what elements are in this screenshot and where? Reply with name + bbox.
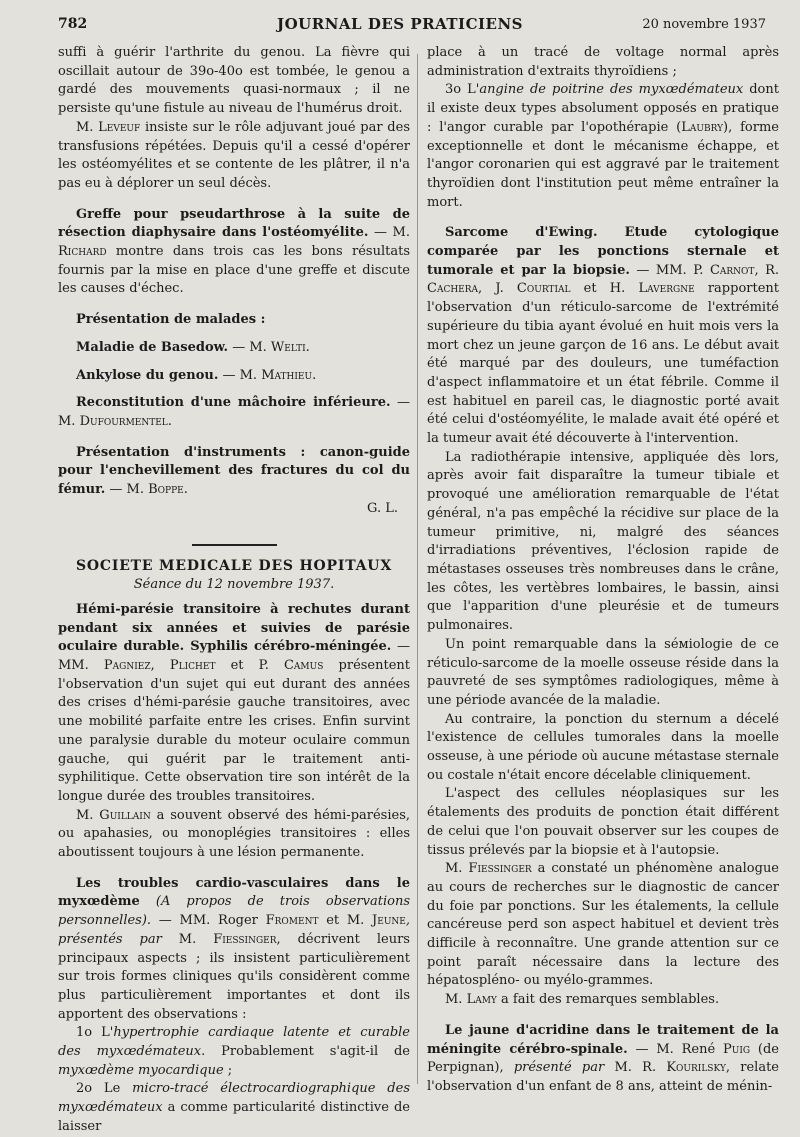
author-plichet: Plichet — [169, 657, 216, 673]
entry-jaune-text: (de Perpignan), — [427, 1041, 779, 1076]
item-1-term2: myxœdème myocardique — [58, 1062, 224, 1078]
author-mathieu: Mathieu. — [261, 367, 317, 383]
page-header — [0, 14, 800, 38]
dash: — MM. Roger — [151, 913, 266, 929]
author-jeune: Jeune — [372, 913, 406, 929]
separator: M. — [445, 992, 467, 1008]
paragraph-fiessinger — [427, 860, 779, 991]
entry-ewing-title: Sarcome d'Ewing. Etude cytologique comparée par les ponctions sternale et tumorale et par la biopsie. — [427, 225, 779, 278]
entry-greffe-title: Greffe pour pseudarthrose à la suite de résection diaphysaire dans l'ostéomyélite. — [58, 206, 410, 241]
paragraph-guillain-text: a souvent observé des hémi-parésies, ou apahasies, ou monoplégies transitoires : elles aboutissent toujours à une lésion permanente. — [58, 807, 410, 861]
item-2-continued: place à un tracé de voltage normal après administration d'extraits thyroïdiens ; — [427, 45, 779, 79]
entry-troubles-text: , décrivent leurs principaux aspects ; ils insistent particulièrement sur trois formes cliniques qu'ils considèrent comme plus particulièrement importantes et dont ils apportent des observations : — [58, 931, 410, 1022]
entry-ankylose-title: Ankylose du genou. — [76, 367, 219, 383]
item-3-term: angine de poitrine des myxœdémateux — [479, 82, 744, 98]
dash: — M. — [105, 482, 149, 498]
separator: , — [150, 657, 170, 673]
dash: — M. — [58, 395, 410, 429]
entry-hemi-text: présentent l'observation d'un sujet qui eut durant des années des crises d'hémi-parésie gauche transitoires, avec une mobilité parfaite entre les crises. Enfin survint une paralysie durable du moteur oculaire commun gauche, qui guérit par le traitement anti-syphilitique. Cette observation tire son intérêt de la longue durée des troubles transitoires. — [58, 657, 411, 804]
dash: — MM. P. — [629, 262, 710, 278]
presente-par: présenté par — [513, 1060, 605, 1076]
presentes-par: , présentés par — [58, 913, 410, 947]
entry-troubles-subtitle: (A propos de trois observations personnelles). — [58, 894, 410, 929]
author-puig: Puig — [722, 1041, 751, 1057]
item-2 — [58, 1080, 410, 1136]
journal-title: JOURNAL DES PRATICIENS — [277, 15, 523, 33]
author-boppe: Boppe. — [148, 482, 188, 498]
separator: M. — [445, 861, 469, 877]
page-number: 782 — [58, 16, 88, 32]
entry-sarcome-ewing — [427, 224, 779, 448]
paragraph-guillain — [58, 807, 410, 863]
author-pagniez: Pagniez — [103, 657, 151, 673]
author-courtial: Courtial — [516, 281, 571, 297]
entry-instruments — [58, 444, 410, 500]
item-3-text: dont il existe deux types absolument opposés en pratique : l'angor curable par l'opothérapie ( — [427, 82, 779, 135]
entry-hemi-title: Hémi-parésie transitoire à rechutes durant pendant six années et suivies de parésie oculaire durable. Syphilis cérébro-méningée. — [58, 601, 410, 655]
paragraph-aspect-cellules: L'aspect des cellules néoplasiques sur les étalements des produits de ponction était différent de celui que l'on pouvait observer sur les coupes de tissus prélevés par la biopsie et à l'autopsie. — [427, 786, 779, 858]
item-number: 3o L' — [445, 82, 480, 98]
entry-reconstitution-title: Reconstitution d'une mâchoire inférieure. — [76, 395, 391, 411]
author-welti: Welti. — [270, 339, 310, 355]
paragraph-lamy — [427, 991, 779, 1010]
author-fiessinger: Fiessinger — [213, 931, 277, 947]
separator: M. — [161, 931, 214, 947]
author-leveuf: M. Leveuf — [76, 119, 141, 135]
author-fiessinger: Fiessinger — [468, 861, 532, 877]
item-3-text2: ), forme exceptionnelle et dont le mécanisme échappe, et l'angor coronarien qui est aggravé par le traitement thyroïdien dont l'institution peut même entraîner la mort. — [427, 119, 779, 210]
entry-troubles-title: Les troubles cardio-vasculaires dans le myxœdème — [58, 875, 410, 910]
dash: — M. — [368, 225, 410, 241]
author-kourilsky: Kourilsky — [666, 1060, 726, 1076]
entry-greffe — [58, 206, 410, 300]
entry-jaune-end: , relate l'observation d'un enfant de 8 ans, atteint de ménin- — [427, 1060, 779, 1094]
right-column — [427, 44, 779, 1097]
item-1-term: hypertrophie cardiaque latente et curable des myxœdémateux — [58, 1025, 410, 1060]
separator: et P. — [215, 657, 284, 673]
author-guillain: M. Guillain — [76, 807, 151, 823]
item-2-term: micro-tracé électrocardiographique des myxœdémateux — [58, 1081, 410, 1116]
author-camus: Camus — [283, 657, 324, 673]
session-date: Séance du 12 novembre 1937. — [133, 577, 335, 593]
separator: M. R. — [604, 1060, 667, 1076]
section-rule — [192, 544, 277, 546]
paragraph-point-remarquable: Un point remarquable dans la séміologie de ce réticulo-sarcome de la moelle osseuse réside dans la pauvreté de ses symptômes radiologiques, même à une période avancée de la maladie. — [427, 636, 779, 708]
separator: et M. — [318, 913, 373, 929]
entry-reconstitution — [58, 394, 410, 431]
signature: G. L. — [367, 500, 398, 516]
issue-date: 20 novembre 1937 — [642, 17, 766, 32]
society-title: SOCIETE MEDICALE DES HOPITAUX — [76, 558, 392, 575]
entry-hemi-paresie — [58, 601, 410, 807]
entry-troubles-cardio — [58, 875, 410, 1025]
author-laubry: Laubry — [681, 119, 724, 135]
entry-basedow — [58, 339, 410, 358]
item-number: 2o Le — [76, 1081, 133, 1097]
entry-jaune-title: Le jaune d'acridine dans le traitement de la méningite cérébro-spinale. — [427, 1022, 779, 1057]
entry-jaune-acridine — [427, 1022, 779, 1097]
separator: et H. — [570, 281, 639, 297]
left-column — [58, 44, 410, 1137]
paragraph-leveuf — [58, 119, 410, 194]
paragraph-lamy-text: a fait des remarques semblables. — [496, 992, 720, 1008]
dash: — M. — [218, 367, 262, 383]
entry-greffe-text: montre dans trois cas les bons résultats fournis par la mise en place d'une greffe et discute les causes d'échec. — [58, 244, 410, 297]
separator: , R. — [754, 262, 780, 278]
entry-ankylose — [58, 367, 410, 386]
dash: — M. René — [627, 1041, 723, 1057]
heading-presentation-malades: Présentation de malades : — [76, 312, 266, 328]
paragraph-au-contraire: Au contraire, la ponction du sternum a décelé l'existence de cellules tumorales dans la moelle osseuse, à une période où aucune métastase sternale ou costale n'était encore décelable cliniquement. — [427, 711, 779, 783]
item-number: 1o L' — [76, 1025, 114, 1041]
separator: , J. — [478, 281, 517, 297]
author-richard: Richard — [58, 244, 107, 260]
entry-instruments-title: Présentation d'instruments : canon-guide pour l'enchevillement des fractures du col du fémur. — [58, 444, 410, 498]
dash: — M. — [228, 339, 271, 355]
paragraph-fiessinger-text: a constaté un phénomène analogue au cours de recherches sur le diagnostic de cancer du foie par ponctions. Sur les étalements, la cellule cancéreuse perd son aspect habituel et devient très difficile à reconnaître. Une grande attention sur ce point paraît nécessaire dans la lecture des hépatospléno- ou myélo-grammes. — [427, 861, 780, 989]
entry-basedow-title: Maladie de Basedow. — [76, 339, 229, 355]
author-cachera: Cachera — [427, 281, 479, 297]
column-divider — [417, 54, 418, 1084]
dash: — MM. — [58, 639, 410, 673]
author-froment: Froment — [265, 913, 319, 929]
item-1 — [58, 1024, 410, 1080]
item-1-end: ; — [223, 1062, 233, 1078]
item-3 — [427, 81, 779, 212]
author-lavergne: Lavergne — [638, 281, 695, 297]
author-carnot: Carnot — [709, 262, 755, 278]
paragraph-radiotherapie: La radiothérapie intensive, appliquée dès lors, après avoir fait disparaître la tumeur tibiale et provoqué une amélioration remarquable de l'état général, n'a pas empêché la récidive sur place de la tumeur primitive, ni, malgré des séances d'irradiations préventives, l'éclosion rapide de métastases osseuses très nombreuses dans le crâne, les côtes, les vertèbres lombaires, le bassin, ainsi que l'apparition d'une pleurésie et de tumeurs pulmonaires. — [427, 449, 779, 634]
author-lamy: Lamy — [466, 992, 497, 1008]
item-2-text: a comme particularité distinctive de laisser — [58, 1100, 410, 1134]
paragraph-arthrite: suffi à guérir l'arthrite du genou. La fièvre qui oscillait autour de 39o-40o est tombée, le genou a gardé des mouvements quasi-normaux ; il ne persiste qu'une fistule au niveau de l'humérus droit. — [58, 45, 410, 117]
item-1-text: . Probablement s'agit-il de — [201, 1044, 410, 1060]
paragraph-leveuf-text: insiste sur le rôle adjuvant joué par des transfusions répétées. Depuis qu'il a cessé d'opérer les ostéomyélites et se contente de les plâtrer, il n'a pas eu à déplorer un seul décès. — [58, 119, 410, 191]
author-dufourmentel: Dufourmentel. — [79, 413, 172, 429]
entry-ewing-text: rapportent l'observation d'un réticulo-sarcome de l'extrémité supérieure du tibia ayant évolué en huit mois vers la mort chez un jeune garçon de 16 ans. Le début avait été marqué par des douleurs, une tuméfaction d'aspect inflammatoire et un état fébrile. Comme il est habituel en pareil cas, le diagnostic porté avait été celui d'ostéomyélite, le malade avait été opéré et la tumeur avait été découverte à l'intervention. — [427, 281, 780, 447]
